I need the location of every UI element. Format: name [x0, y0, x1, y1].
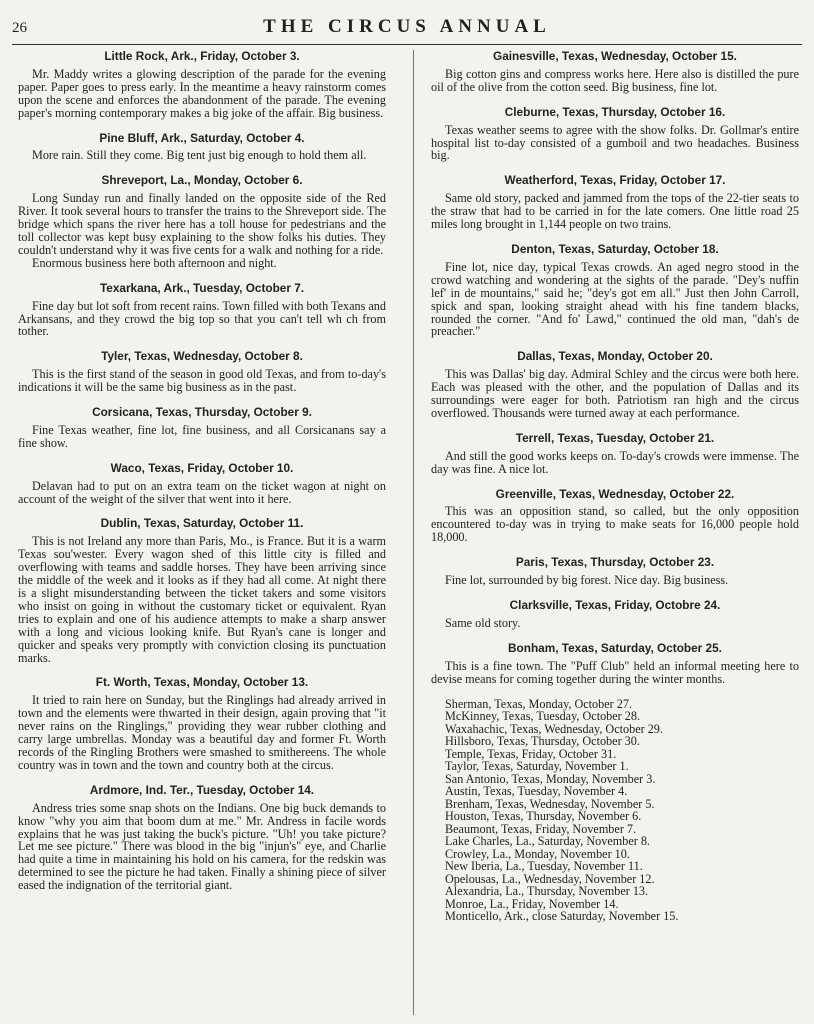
diary-entry: [431, 432, 799, 476]
diary-entry: [431, 642, 799, 686]
schedule-item: San Antonio, Texas, Monday, November 3.: [445, 771, 656, 786]
diary-entry: [18, 282, 386, 339]
entry-heading: Denton, Texas, Saturday, October 18.: [511, 241, 719, 256]
entry-heading: Waco, Texas, Friday, October 10.: [110, 460, 294, 475]
entry-heading: Weatherford, Texas, Friday, October 17.: [504, 173, 726, 188]
page-header: [0, 14, 814, 44]
diary-entry: [431, 556, 799, 587]
entry-heading: Dallas, Texas, Monday, October 20.: [517, 349, 713, 364]
entry-heading: Bonham, Texas, Saturday, October 25.: [508, 640, 722, 655]
left-column: [18, 50, 386, 904]
schedule-item: Waxahachic, Texas, Wednesday, October 29.: [445, 721, 663, 736]
right-column: [431, 50, 799, 923]
entry-heading: Texarkana, Ark., Tuesday, October 7.: [99, 280, 305, 295]
schedule-item: Houston, Texas, Thursday, November 6.: [445, 809, 642, 824]
column-divider: [413, 50, 414, 1015]
schedule-list: [431, 698, 799, 923]
entry-heading: Corsicana, Texas, Thursday, October 9.: [92, 405, 312, 420]
diary-entry: [18, 784, 386, 892]
entry-text: Fine day but lot soft from recent rains. Town filled with both Texans and Arkansans, and they crowd the big top so that you can't tell wh ch from tother.: [18, 298, 386, 339]
schedule-item: Beaumont, Texas, Friday, November 7.: [445, 821, 637, 836]
entry-heading: Ft. Worth, Texas, Monday, October 13.: [95, 675, 309, 690]
schedule-item: Temple, Texas, Friday, October 31.: [445, 746, 617, 761]
entry-text: Delavan had to put on an extra team on the ticket wagon at night on account of the weight of the silver that went into it here.: [18, 478, 386, 506]
schedule-item: Opelousas, La., Wednesday, November 12.: [445, 871, 655, 886]
entry-text: Fine Texas weather, fine lot, fine business, and all Corsicanans say a fine show.: [18, 422, 386, 450]
schedule-item: Monticello, Ark., close Saturday, November 15.: [445, 909, 679, 924]
schedule-item: Crowley, La., Monday, November 10.: [445, 846, 630, 861]
diary-entry: [431, 488, 799, 545]
entry-text: Same old story.: [445, 615, 521, 630]
entry-heading: Dublin, Texas, Saturday, October 11.: [100, 516, 304, 531]
schedule-item: Hillsboro, Texas, Thursday, October 30.: [445, 734, 640, 749]
entry-text: Long Sunday run and finally landed on the opposite side of the Red River. It took several hours to transfer the trains to the Shreveport side. The bridge which spans the river here has a toll house for pedestrians and the toll collector was kept busy explaining to the show folks his duties. They couldn't understand why it was five cents for a walk and nothing for a ride.: [18, 191, 386, 257]
entry-text: Same old story, packed and jammed from the tops of the 22-tier seats to the straw that had to be carried in for the late comers. One little road 25 miles long brought in 1,144 people on two trains.: [431, 191, 799, 232]
entry-text: This is not Ireland any more than Paris, Mo., is France. But it is a warm Texas sou'wester. Every wagon shed of this little city is filled and overflowing with teams and saddle horses. They have been arriving since the middle of the week and it looks as if they had all come. At night there is a slight misunderstanding between the ticket takers and some visitors who insist on going in without the customary ticket or equivalent. Ryan tries to explain and one of his audience attempts to make a sharp answer with a long and vicious looking knife. But Ryan's cane is longer and quicker and speaks very promptly with conviction closing its punctuation marks.: [18, 534, 386, 665]
diary-entry: [431, 350, 799, 420]
diary-entry: [18, 406, 386, 450]
schedule-item: Lake Charles, La., Saturday, November 8.: [445, 834, 650, 849]
entry-heading: Cleburne, Texas, Thursday, October 16.: [504, 104, 726, 119]
schedule-item: Brenham, Texas, Wednesday, November 5.: [445, 796, 655, 811]
diary-entry: [18, 676, 386, 771]
entry-text: This was Dallas' big day. Admiral Schley and the circus were both here. Each was pleased with the other, and the population of Dallas and its surroundings were eager for both. Patriotism ran high and the circus overflowed. Thousands were turned away at each performance.: [431, 367, 799, 420]
schedule-item: New Iberia, La., Tuesday, November 11.: [445, 859, 643, 874]
diary-entry: [18, 174, 386, 269]
entry-heading: Terrell, Texas, Tuesday, October 21.: [515, 430, 715, 445]
entry-text-continued: Enormous business here both afternoon and night.: [32, 255, 277, 270]
schedule-item: Alexandria, La., Thursday, November 13.: [445, 884, 649, 899]
diary-entry: [431, 599, 799, 630]
diary-entry: [18, 132, 386, 163]
entry-heading: Paris, Texas, Thursday, October 23.: [515, 555, 715, 570]
running-title: THE CIRCUS ANNUAL: [263, 16, 551, 37]
entry-heading: Tyler, Texas, Wednesday, October 8.: [101, 349, 303, 364]
entry-text: This was an opposition stand, so called, but the only opposition encountered to-day was in trying to make seats for 16,000 people hold 18,000.: [431, 504, 799, 545]
diary-entry: [18, 462, 386, 506]
entry-text: More rain. Still they come. Big tent just big enough to hold them all.: [32, 148, 367, 163]
schedule-item: Monroe, La., Friday, November 14.: [445, 896, 619, 911]
diary-entry: [18, 350, 386, 394]
entry-heading: Clarksville, Texas, Friday, Octobre 24.: [509, 598, 721, 612]
entry-text: Andress tries some snap shots on the Indians. One big buck demands to know "why you aim that boom dum at me." Mr. Andress in facile words explains that he was just taking the buck's picture. "Uh! you take picture? Let me see picture." There was blood in the big "injun's" eye, and Charlie had quite a time in maintaining his hold on his camera, for the redskin was determined to see the picture he had taken. Finally a shining piece of silver eased the indignation of the territorial giant.: [18, 800, 386, 893]
entry-heading: Greenville, Texas, Wednesday, October 22.: [495, 486, 735, 501]
entry-text: It tried to rain here on Sunday, but the Ringlings had already arrived in town and the elements were thwarted in their design, again proving that "it never rains on the Ringlings," providing they wear rubber clothing and carry large umbrellas. Monday was a beautiful day and former Ft. Worth records of the Ringling Brothers were smashed to smithereens. The whole country was in town and the town and country both at the circus.: [18, 693, 386, 772]
diary-entry: [431, 106, 799, 163]
entry-text: Texas weather seems to agree with the show folks. Dr. Gollmar's entire hospital list to-day consisted of a gumboil and two headaches. Business big.: [431, 122, 799, 163]
schedule-item: Sherman, Texas, Monday, October 27.: [445, 696, 632, 711]
entry-heading: Gainesville, Texas, Wednesday, October 15.: [493, 49, 737, 63]
entry-heading: Little Rock, Ark., Friday, October 3.: [104, 49, 300, 63]
diary-entry: [431, 174, 799, 231]
entry-heading: Pine Bluff, Ark., Saturday, October 4.: [99, 130, 305, 145]
entry-text: Big cotton gins and compress works here. Here also is distilled the pure oil of the olive from the cotton seed. Big business, fine lot.: [431, 66, 799, 94]
schedule-item: McKinney, Texas, Tuesday, October 28.: [445, 709, 641, 724]
header-rule: [12, 44, 802, 45]
entry-text: Fine lot, nice day, typical Texas crowds. An aged negro stood in the crowd watching and wondering at the sights of the parade. "Dey's nuffin lef' in de mountains," said he; "dey's got em all." Just then John Carroll, spick and span, looking straight ahead with his fine tandem blacks, rounded the corner. "And fo' Lawd," continued the old man, "dah's de preacher.": [431, 259, 799, 339]
diary-entry: [18, 517, 386, 664]
entry-text: Mr. Maddy writes a glowing description of the parade for the evening paper. Paper goes to press early. In the meantime a heavy rainstorm comes upon the scene and enforces the abandonment of the parade. The evening paper's morning contemporary makes a big joke of the affair. Big business.: [18, 66, 386, 120]
schedule-item: Taylor, Texas, Saturday, November 1.: [445, 759, 629, 774]
schedule-item: Austin, Texas, Tuesday, November 4.: [445, 784, 628, 799]
entry-text: This is a fine town. The "Puff Club" held an informal meeting here to devise means for coming together during the winter months.: [431, 658, 799, 686]
entry-text: Fine lot, surrounded by big forest. Nice day. Big business.: [445, 573, 729, 588]
page-number: 26: [12, 20, 27, 36]
diary-entry: [431, 243, 799, 338]
entry-text: This is the first stand of the season in good old Texas, and from to-day's indications it will be the same big business as in the past.: [18, 367, 386, 395]
diary-entry: [431, 50, 799, 94]
entry-heading: Ardmore, Ind. Ter., Tuesday, October 14.: [89, 782, 315, 797]
entry-text: And still the good works keeps on. To-day's crowds were immense. The day was fine. A nice lot.: [431, 448, 799, 476]
entry-heading: Shreveport, La., Monday, October 6.: [101, 173, 303, 188]
diary-entry: [18, 50, 386, 120]
